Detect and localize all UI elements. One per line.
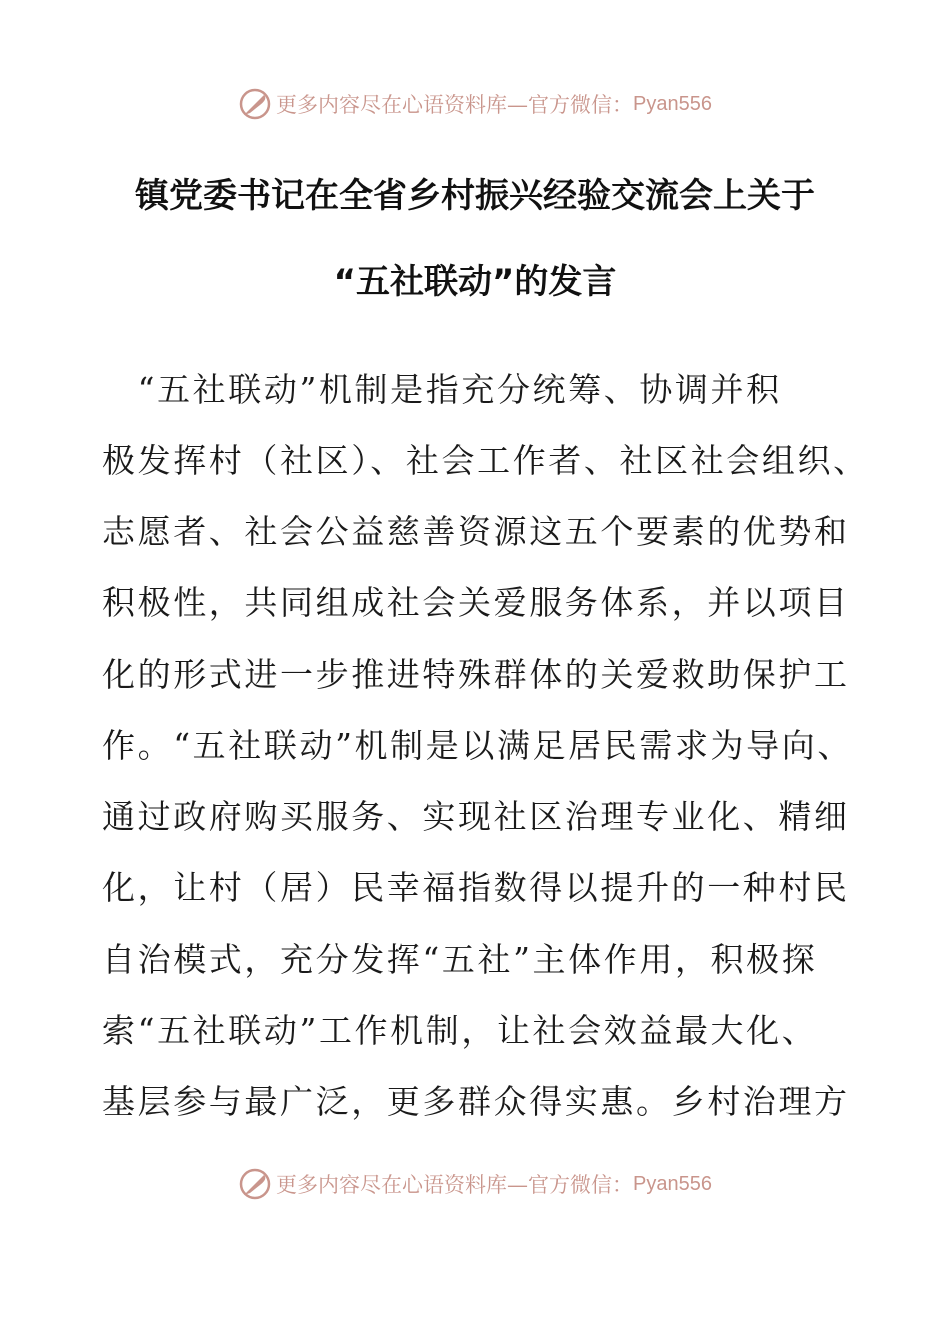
- body-line: 自治模式，充分发挥“五社”主体作用，积极探: [102, 940, 818, 979]
- watermark-footer: [0, 1164, 950, 1204]
- body-line: “五社联动”机制是指充分统筹、协调并积: [102, 370, 782, 409]
- document-title-line-2: “五社联动”的发言: [333, 262, 617, 302]
- quill-logo-icon: [238, 1167, 272, 1201]
- watermark-wechat-id: Pyan556: [633, 92, 712, 115]
- body-line: 通过政府购买服务、实现社区治理专业化、精细: [102, 797, 850, 836]
- body-line: 基层参与最广泛，更多群众得实惠。乡村治理方: [102, 1082, 850, 1121]
- body-line: 索“五社联动”工作机制，让社会效益最大化、: [102, 1011, 818, 1050]
- body-line: 积极性，共同组成社会关爱服务体系，并以项目: [102, 583, 850, 622]
- body-line: 志愿者、社会公益慈善资源这五个要素的优势和: [102, 512, 850, 551]
- body-line: 化的形式进一步推进特殊群体的关爱救助保护工: [102, 655, 850, 694]
- watermark-wechat-id: Pyan556: [633, 1172, 712, 1195]
- watermark-header: [0, 84, 950, 124]
- body-line: 极发挥村（社区）、社会工作者、社区社会组织、: [102, 441, 869, 480]
- watermark-text: 更多内容尽在心语资料库—官方微信：: [276, 1173, 634, 1197]
- watermark-text: 更多内容尽在心语资料库—官方微信：: [276, 93, 634, 117]
- body-line: 化，让村（居）民幸福指数得以提升的一种村民: [102, 868, 850, 907]
- document-title-line-1: 镇党委书记在全省乡村振兴经验交流会上关于: [135, 176, 815, 216]
- body-line: 作。“五社联动”机制是以满足居民需求为导向、: [102, 726, 853, 765]
- quill-logo-icon: [238, 87, 272, 121]
